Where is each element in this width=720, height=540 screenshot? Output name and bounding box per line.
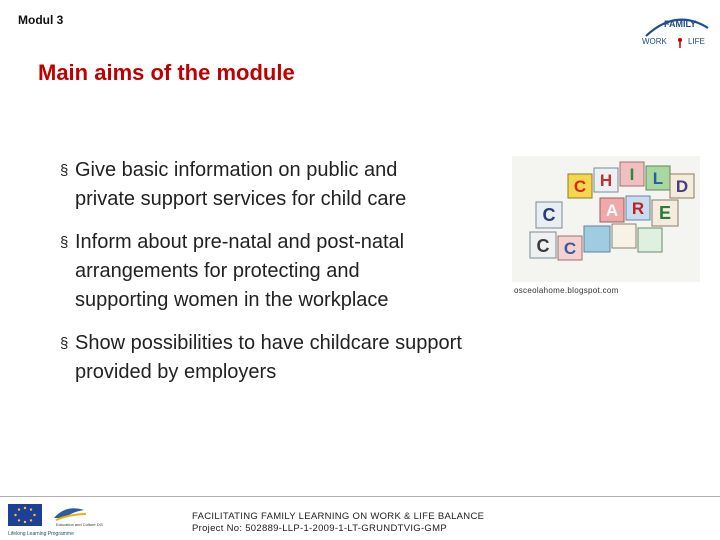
family-work-life-logo xyxy=(638,10,714,50)
footer-project-number: Project No: 502889-LLP-1-2009-1-LT-GRUNDTVIG-GMP xyxy=(192,523,447,534)
bullet-text: Show possibilities to have childcare support provided by employers xyxy=(75,332,462,383)
module-label: Modul 3 xyxy=(18,13,64,27)
svg-text:Education and Culture DG: Education and Culture DG xyxy=(56,522,103,527)
eu-lifelong-learning-logo xyxy=(6,500,116,538)
bullet-marker: § xyxy=(60,162,69,179)
svg-text:C: C xyxy=(563,239,577,258)
footer-project-title: FACILITATING FAMILY LEARNING ON WORK & LIFE BALANCE xyxy=(192,511,485,522)
footer-text xyxy=(192,511,484,535)
footer-divider xyxy=(0,496,720,497)
svg-text:C: C xyxy=(536,236,550,256)
svg-text:Lifelong Learning Programme: Lifelong Learning Programme xyxy=(8,531,74,537)
svg-text:WORK: WORK xyxy=(642,37,667,46)
svg-text:I: I xyxy=(629,165,635,184)
image-credit: osceolahome.blogspot.com xyxy=(514,286,619,295)
svg-text:L: L xyxy=(652,169,664,188)
svg-text:D: D xyxy=(675,177,689,196)
svg-text:C: C xyxy=(573,177,587,196)
svg-text:R: R xyxy=(631,199,645,218)
slide-title: Main aims of the module xyxy=(38,60,295,85)
svg-text:FAMILY: FAMILY xyxy=(664,19,697,29)
svg-text:H: H xyxy=(599,171,613,190)
child-care-blocks-image xyxy=(512,156,700,282)
bullet-text: Give basic information on public and private support services for child care xyxy=(75,159,407,210)
bullet-marker: § xyxy=(60,234,69,251)
svg-text:C: C xyxy=(542,205,556,225)
svg-text:E: E xyxy=(658,203,672,223)
bullet-text: Inform about pre-natal and post-natal arrangements for protecting and supporting women in the workplace xyxy=(75,231,405,311)
svg-text:A: A xyxy=(605,201,619,220)
bullet-marker: § xyxy=(60,335,69,352)
svg-text:LIFE: LIFE xyxy=(688,37,705,46)
